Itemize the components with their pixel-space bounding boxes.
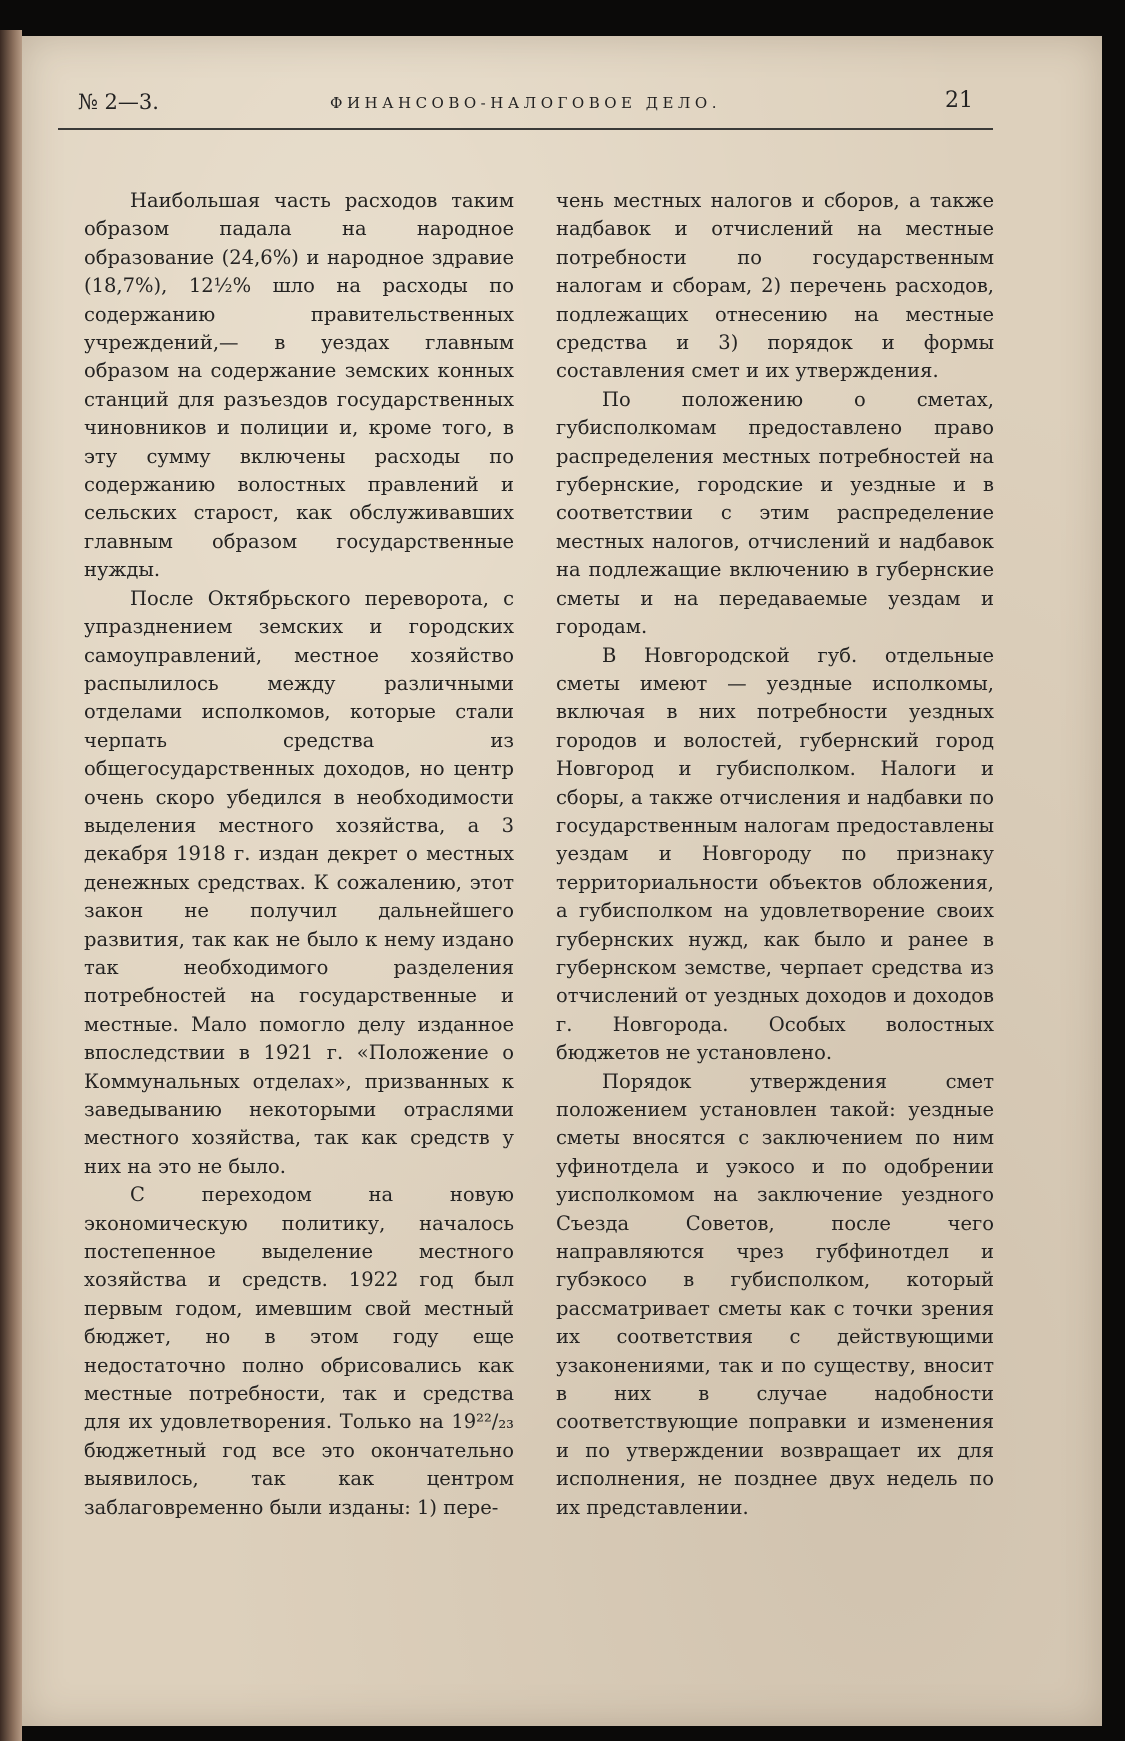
paragraph: По положению о сметах, губисполкомам предоставлено право распределения местных потребностей на губернские, городские и уездные и в соответствии с этим распределение местных налогов, отчислений и надбавок на подлежащие включению в губернские сметы и на передаваемые уездам и городам. [556, 387, 994, 639]
paragraph: После Октябрьского переворота, с упразднением земских и городских самоуправлений, местное хозяйство распылилось между различными отделами исполкомов, которые стали черпать средства из общегосударственных доходов, но центр очень скоро убедился в необходимости выделения местного хозяйства, а 3 декабря 1918 г. издан декрет о местных денежных средствах. К сожалению, этот закон не получил дальнейшего развития, так как не было к нему издано так необходимого разделения потребностей на государственные и местные. Мало помогло делу изданное впоследствии в 1921 г. «Положение о Коммунальных отделах», призванных к заведыванию некоторыми отраслями местного хозяйства, так как средств у них на это не было. [84, 586, 514, 1178]
right-column [556, 187, 994, 1522]
paragraph-continued: чень местных налогов и сборов, а также надбавок и отчислений на местные потребности по государственным налогам и сборам, 2) перечень расходов, подлежащих отнесению на местные средства и 3) порядок и формы составления смет и их утверждения. [556, 189, 994, 383]
page-number: 21 [945, 88, 973, 113]
page-edge [0, 30, 22, 1741]
paragraph: Порядок утверждения смет положением установлен такой: уездные сметы вносятся с заключением по ним уфинотдела и уэкосо и по одобрении уисполкомом на заключение уездного Съезда Советов, после чего направляются чрез губфинотдел и губэкосо в губисполком, который рассматривает сметы как с точки зрения их соответствия с действующими узаконениями, так и по существу, вносит в них в случае надобности соответствующие поправки и изменения и по утверждении возвращает их для исполнения, не позднее двух недель по их представлении. [556, 1069, 994, 1519]
left-column [84, 187, 514, 1522]
paragraph: С переходом на новую экономическую политику, началось постепенное выделение местного хозяйства и средств. 1922 год был первым годом, имевшим свой местный бюджет, но в этом году еще недостаточно полно обрисовались как местные потребности, так и средства для их удовлетворения. Только на 19²²/₂₃ бюджетный год все это окончательно выявилось, так как центром заблаговременно были изданы: 1) пере- [84, 1183, 514, 1519]
journal-title: ФИНАНСОВО-НАЛОГОВОЕ ДЕЛО. [330, 94, 721, 112]
running-header [58, 88, 993, 130]
issue-number: № 2—3. [78, 90, 159, 114]
paragraph: Наибольшая часть расходов таким образом падала на народное образование (24,6%) и народное здравие (18,7%), 12½% шло на расходы по содержанию правительственных учреждений,— в уездах главным образом на содержание земских конных станций для разъездов государственных чиновников и полиции и, кроме того, в эту сумму включены расходы по содержанию волостных правлений и сельских старост, как обслуживавших главным образом государственные нужды. [84, 189, 514, 582]
paragraph: В Новгородской губ. отдельные сметы имеют — уездные исполкомы, включая в них потребности уездных городов и волостей, губернский город Новгород и губисполком. Налоги и сборы, а также отчисления и надбавки по государственным налогам предоставлены уездам и Новгороду по признаку территориальности объектов обложения, а губисполком на удовлетворение своих губернских нужд, как было и ранее в губернском земстве, черпает средства из отчислений от уездных доходов и доходов г. Новгорода. Особых волостных бюджетов не установлено. [556, 643, 994, 1065]
